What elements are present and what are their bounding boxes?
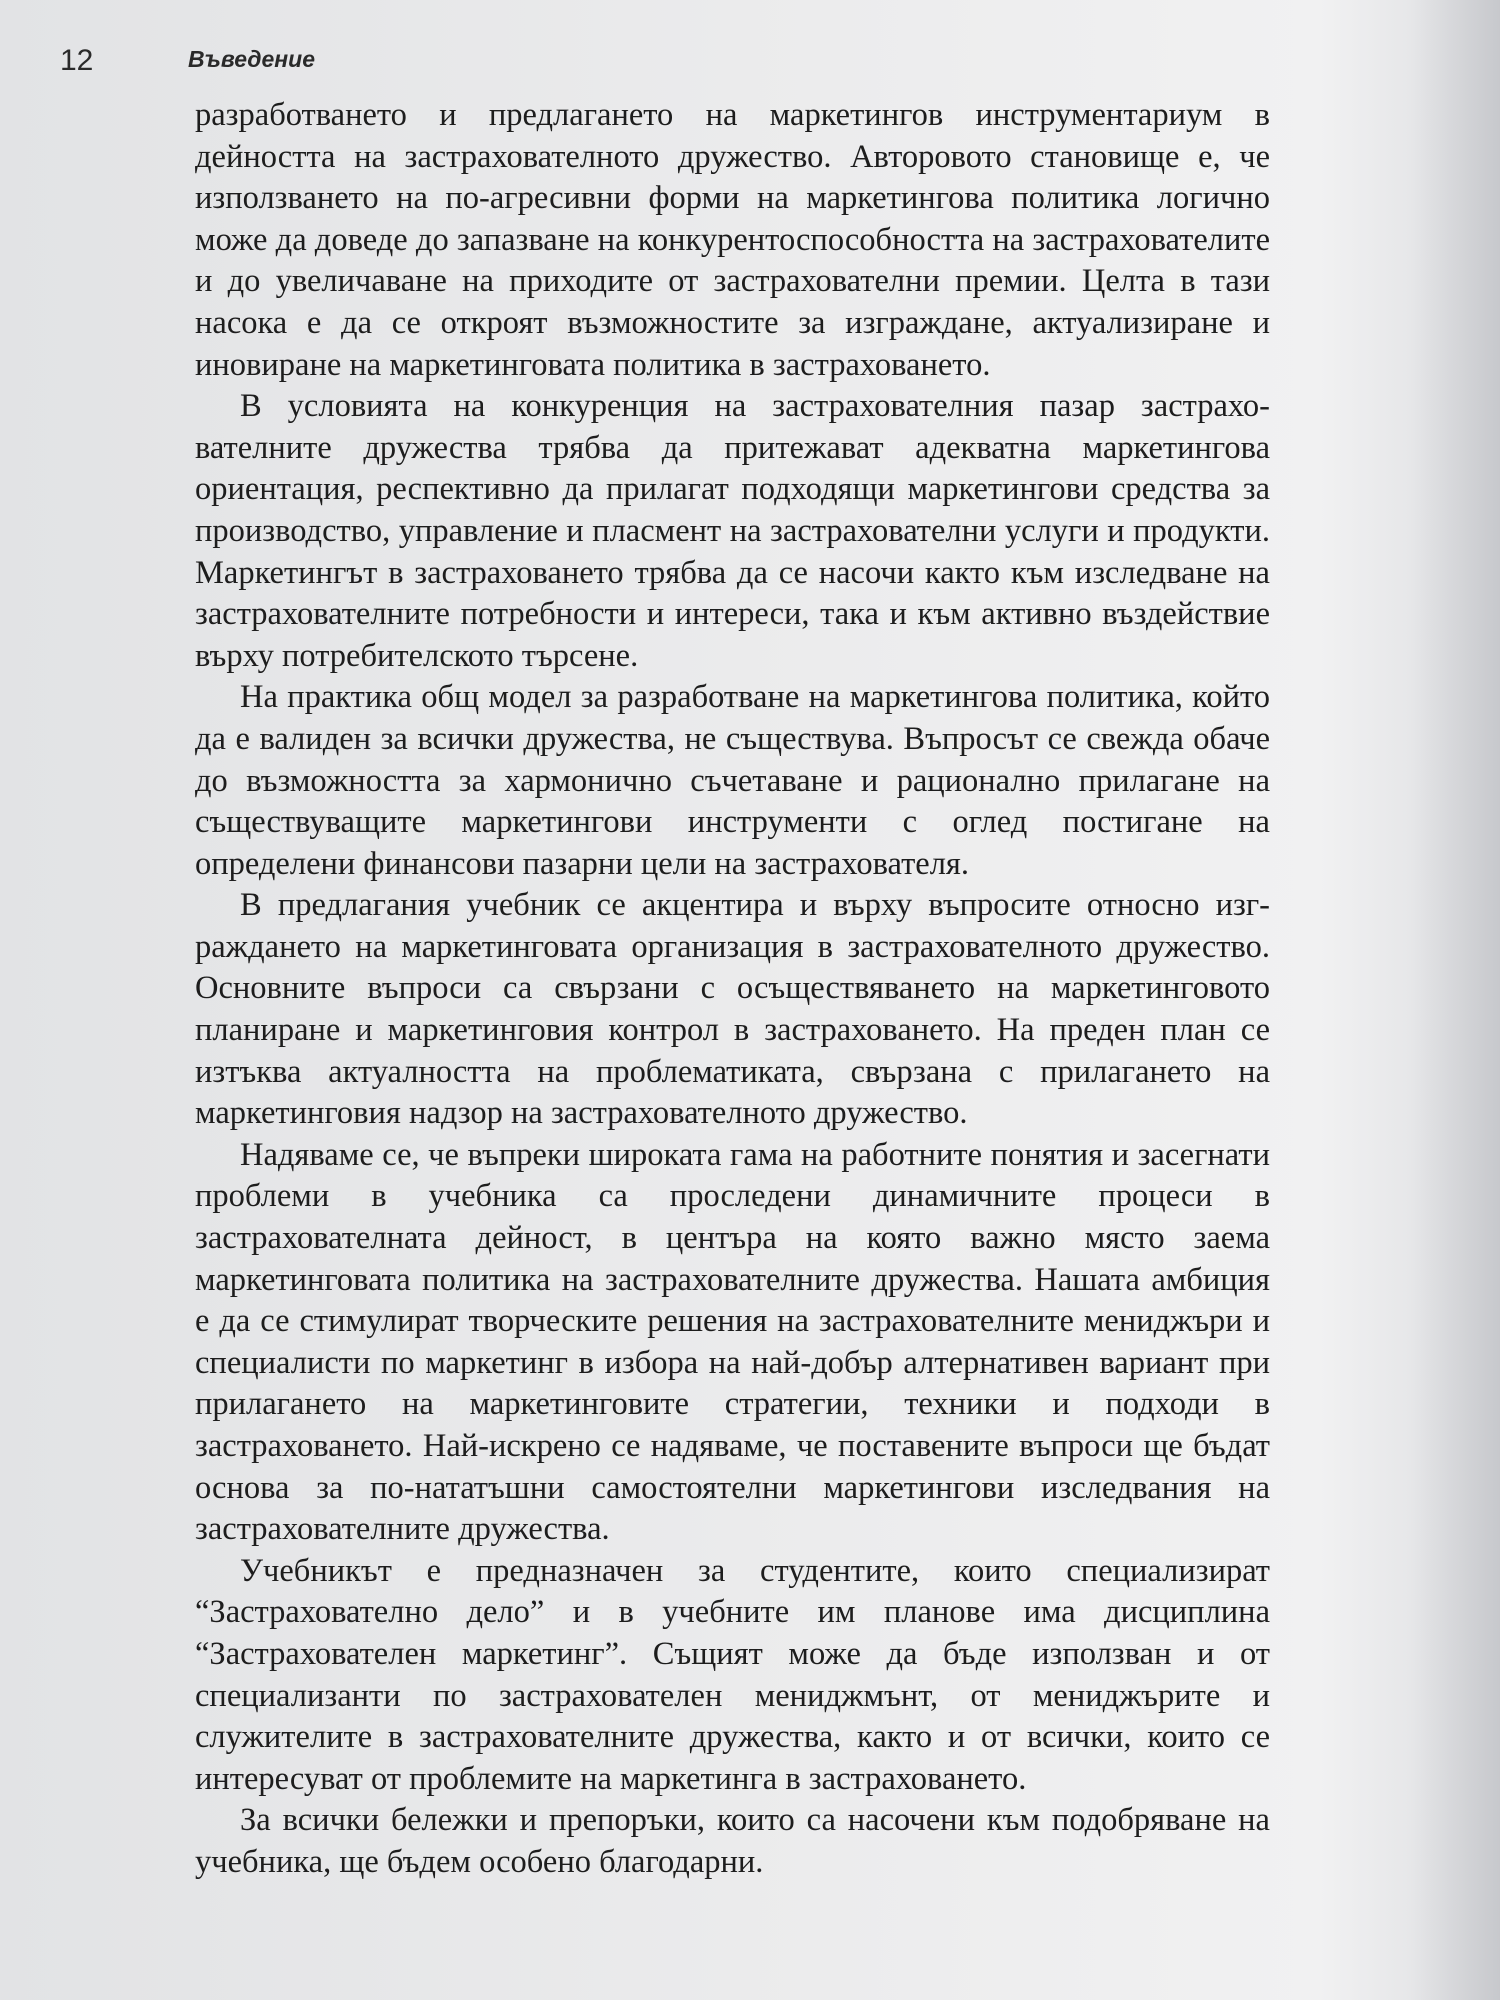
- page-gutter-shadow: [1410, 0, 1500, 2000]
- page-number: 12: [60, 44, 94, 77]
- body-text: [195, 95, 1270, 1884]
- paragraph-4: В предлагания учебник се акцентира и върху въпросите относно изграждането на маркетинговата организация в застрахователното дружество. Основните въпроси са свързани с осъществяването на маркетинговото планиране и маркетинговия контрол в застраховането. На преден план се изтъква актуалността на проблематиката, свързана с прилагането на маркетинговия надзор на застрахователното дружество.: [195, 887, 1270, 1132]
- running-head: Въведение: [188, 46, 316, 72]
- paragraph-1: разработването и предлагането на маркетингов инструментариум в дейността на застрахователното дружество. Авторовото становище е, че използването на по-агресивни форми на маркетингова политика логично може да доведе до запазване на конкурентоспособността на застрахователите и до увеличаване на приходите от застрахователни премии. Целта в тази насока е да се откроят възможностите за изграждане, актуализиране и иновиране на маркетинговата политика в застраховането.: [195, 97, 1270, 383]
- paragraph-3: На практика общ модел за разработване на маркетингова политика, който да е валиден за всички дружества, не съществува. Въпросът се свежда обаче до възможността за хармонично съчетаване и рационално прилагане на съществуващите маркетингови инструменти с оглед постигане на определени финансови пазарни цели на застрахователя.: [195, 679, 1270, 882]
- paragraph-7: За всички бележки и препоръки, които са насочени към подобряване на учебника, ще бъдем особено благодарни.: [195, 1802, 1270, 1880]
- paragraph-2: В условията на конкуренция на застрахователния пазар застрахователните дружества трябва да притежават адекватна маркетингова ориентация, респективно да прилагат подходящи маркетингови средства за производство, управление и пласмент на застрахователни услуги и продукти. Маркетингът в застраховането трябва да се насочи както към изследване на застрахователните потребности и интереси, така и към активно въздействие върху потребителското търсене.: [195, 388, 1270, 674]
- paragraph-5: Надяваме се, че въпреки широката гама на работните понятия и засегнати проблеми в учебника са проследени динамичните процеси в застрахователната дейност, в центъра на която важно място заема маркетинговата политика на застрахователните дружества. Нашата амбиция е да се стимулират творческите решения на застрахователните мениджъри и специалисти по маркетинг в избора на най-добър алтернативен вариант при прилагането на маркетинговите стратегии, техники и подходи в застраховането. Най-искрено се надяваме, че поставените въпроси ще бъдат основа за по-нататъшни самостоятелни маркетингови изследвания на застрахователните дружества.: [195, 1136, 1270, 1548]
- page-header: [60, 44, 1360, 94]
- paragraph-6: Учебникът е предназначен за студентите, които специализират “Застрахователно дело” и в учебните им планове има дисциплина “Застрахователен маркетинг”. Същият може да бъде използван и от специализанти по застрахователен мениджмънт, от мениджърите и служителите в застрахователните дружества, както и от всички, които се интересуват от проблемите на маркетинга в застраховането.: [195, 1552, 1270, 1797]
